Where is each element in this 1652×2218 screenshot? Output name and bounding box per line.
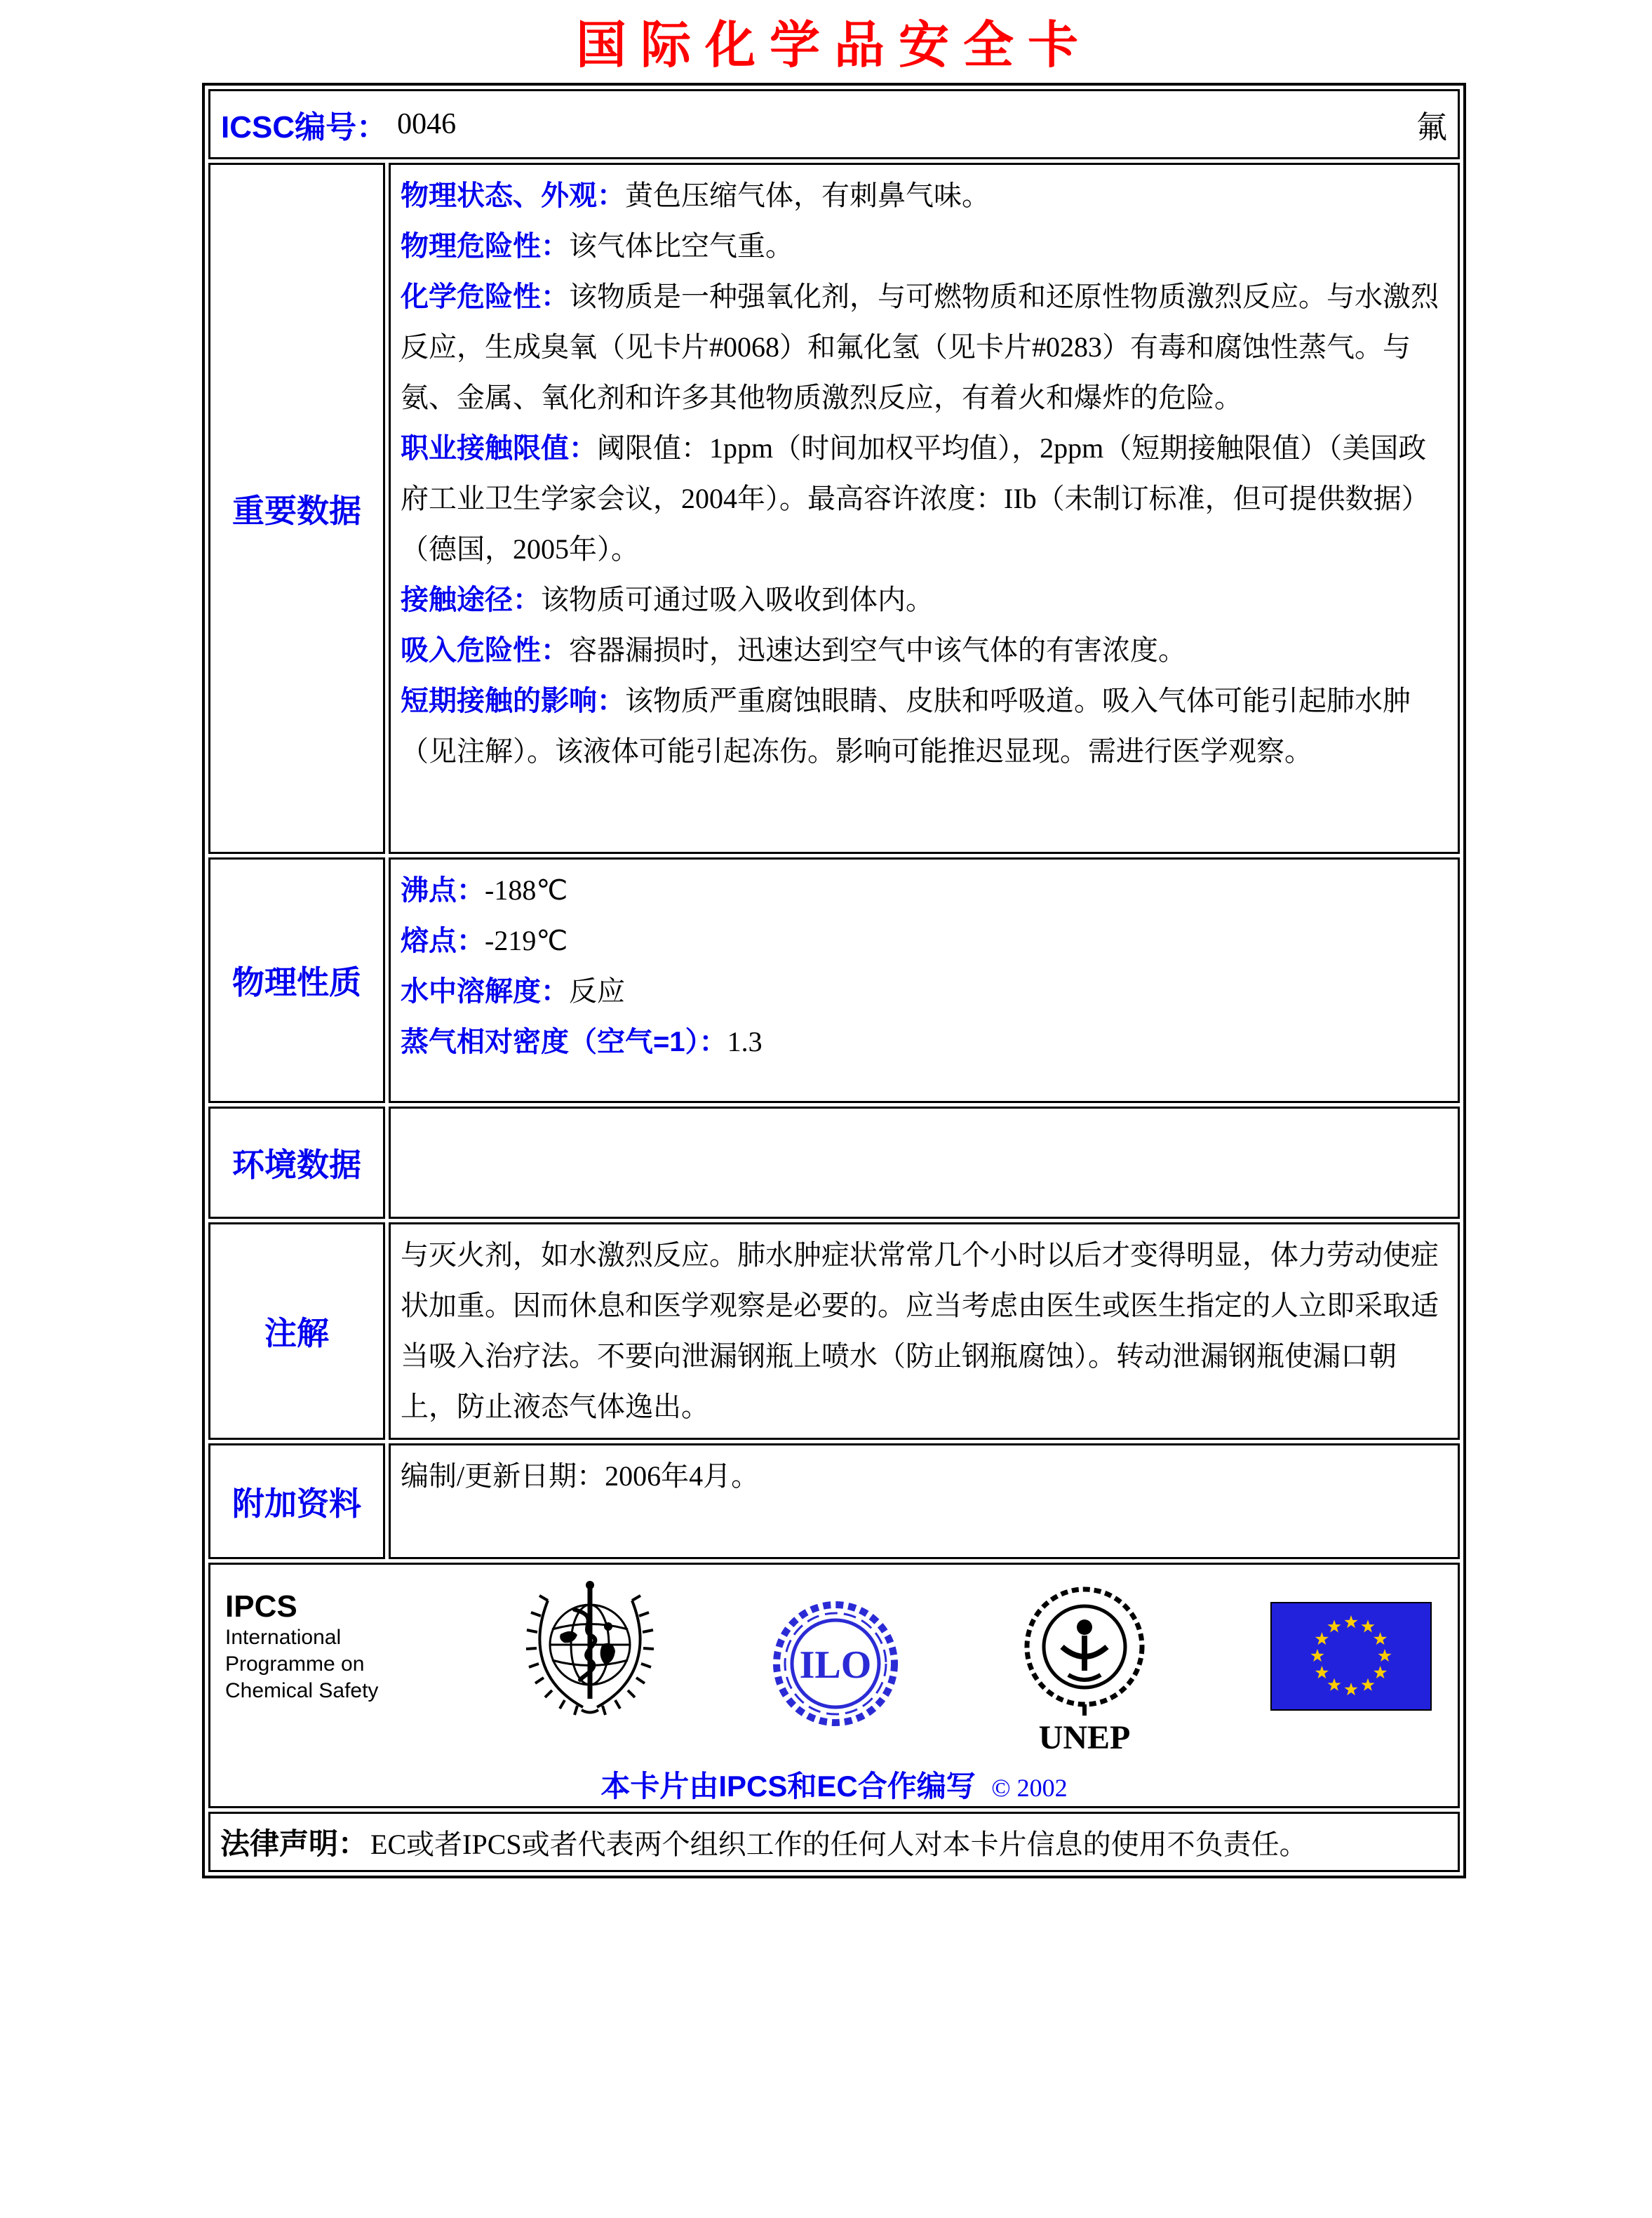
ipcs-title: IPCS xyxy=(225,1589,297,1624)
row-content-additional-info xyxy=(389,1443,1460,1559)
field-value: 阈限值：1ppm（时间加权平均值），2ppm（短期接触限值）（美国政府工业卫生学家会议，2004年）。最高容许浓度：IIb（未制订标准，但可提供数据）（德国，2005年）。 xyxy=(401,432,1430,565)
field-value: 黄色压缩气体，有刺鼻气味。 xyxy=(625,180,990,211)
data-item xyxy=(401,423,1448,575)
header-row xyxy=(208,89,1460,159)
icsc-card-table xyxy=(202,83,1466,1878)
row-notes xyxy=(208,1222,1460,1440)
eu-flag-wrap xyxy=(1270,1602,1432,1714)
data-item xyxy=(401,575,1448,625)
field-value: 该气体比空气重。 xyxy=(569,230,793,262)
page-title: 国际化学品安全卡 xyxy=(575,18,1092,74)
row-content-important-data xyxy=(389,163,1460,854)
field-label: 接触途径： xyxy=(401,584,541,615)
legal-text: EC或者IPCS或者代表两个组织工作的任何人对本卡片信息的使用不负责任。 xyxy=(370,1829,1308,1860)
field-value: 容器漏损时，迅速达到空气中该气体的有害浓度。 xyxy=(569,634,1186,666)
field-label: 职业接触限值： xyxy=(401,433,597,464)
field-value: 与灭火剂，如水激烈反应。肺水肿症状常常几个小时以后才变得明显，体力劳动使症状加重。因而休息和医学观察是必要的。应当考虑由医生或医生指定的人立即采取适当吸入治疗法。不要向泄漏钢瓶上喷水（防止钢瓶腐蚀）。转动泄漏钢瓶使漏口朝上，防止液态气体逸出。 xyxy=(401,1239,1439,1422)
row-physical-properties xyxy=(208,857,1460,1103)
row-label-important-data: 重要数据 xyxy=(208,163,385,854)
who-logo-icon xyxy=(520,1578,660,1725)
row-content-notes xyxy=(389,1222,1460,1440)
row-logos xyxy=(208,1563,1460,1808)
header-flex xyxy=(211,102,1457,147)
field-value: -219℃ xyxy=(485,925,568,956)
data-item xyxy=(401,966,1448,1017)
row-content-physical-properties xyxy=(389,857,1460,1103)
logos-cell xyxy=(208,1563,1460,1808)
legal-label: 法律声明： xyxy=(220,1827,368,1860)
unep-logo-icon xyxy=(1011,1578,1158,1753)
ilo-logo-icon xyxy=(772,1578,899,1746)
field-value: 该物质严重腐蚀眼睛、皮肤和呼吸道。吸入气体可能引起肺水肿（见注解）。该液体可能引起冻伤。影响可能推迟显现。需进行医学观察。 xyxy=(401,685,1411,767)
field-value: 反应 xyxy=(569,975,625,1007)
row-additional-info xyxy=(208,1443,1460,1559)
data-item xyxy=(401,272,1448,423)
row-environmental-data xyxy=(208,1107,1460,1219)
row-label-environmental-data: 环境数据 xyxy=(208,1107,385,1219)
logos-strip xyxy=(211,1565,1457,1753)
field-label: 物理状态、外观： xyxy=(401,180,625,211)
credit-text: 本卡片由IPCS和EC合作编写 xyxy=(600,1770,976,1803)
field-label: 熔点： xyxy=(401,926,485,956)
row-label-physical-properties: 物理性质 xyxy=(208,857,385,1103)
copyright-text: © 2002 xyxy=(991,1774,1068,1802)
data-item xyxy=(401,171,1448,221)
data-item xyxy=(401,221,1448,272)
chemical-name: 氟 xyxy=(1416,110,1447,145)
field-label: 吸入危险性： xyxy=(401,635,569,666)
icsc-number-value: 0046 xyxy=(397,108,457,140)
field-label: 蒸气相对密度（空气=1）： xyxy=(401,1027,727,1057)
data-item xyxy=(401,1017,1448,1067)
row-important-data xyxy=(208,163,1460,854)
field-value: 1.3 xyxy=(727,1026,763,1057)
field-label: 短期接触的影响： xyxy=(401,686,625,716)
unep-logo-text: UNEP xyxy=(1038,1719,1131,1753)
field-value: 该物质可通过吸入吸收到体内。 xyxy=(541,584,934,615)
data-item xyxy=(401,916,1448,966)
data-item xyxy=(401,625,1448,676)
ipcs-line: Chemical Safety xyxy=(225,1679,379,1702)
field-label: 物理危险性： xyxy=(401,231,569,262)
credit-line xyxy=(211,1763,1457,1805)
field-value: 该物质是一种强氧化剂，与可燃物质和还原性物质激烈反应。与水激烈反应，生成臭氧（见卡片#0068）和氟化氢（见卡片#0283）有毒和腐蚀性蒸气。与氨、金属、氧化剂和许多其他物质激烈反应，有着火和爆炸的危险。 xyxy=(401,281,1439,413)
row-label-additional-info: 附加资料 xyxy=(208,1443,385,1559)
field-label: 化学危险性： xyxy=(401,281,569,312)
data-item xyxy=(401,865,1448,916)
field-value: -188℃ xyxy=(485,874,568,906)
row-legal xyxy=(208,1812,1460,1872)
row-content-environmental-data xyxy=(389,1107,1460,1219)
ilo-logo-text: ILO xyxy=(799,1643,872,1687)
eu-flag-icon xyxy=(1270,1602,1432,1711)
icsc-number-label: ICSC编号： xyxy=(221,110,388,145)
ipcs-line: International xyxy=(225,1626,342,1649)
data-item xyxy=(401,1230,1448,1432)
field-value: 编制/更新日期：2006年4月。 xyxy=(401,1460,760,1492)
header-cell xyxy=(208,89,1460,159)
ipcs-line: Programme on xyxy=(225,1652,365,1676)
legal-cell xyxy=(208,1812,1460,1872)
field-label: 沸点： xyxy=(401,875,485,906)
data-item xyxy=(401,1451,1448,1502)
row-label-notes: 注解 xyxy=(208,1222,385,1440)
ipcs-text-block xyxy=(225,1578,408,1704)
data-item xyxy=(401,676,1448,777)
field-label: 水中溶解度： xyxy=(401,976,569,1007)
